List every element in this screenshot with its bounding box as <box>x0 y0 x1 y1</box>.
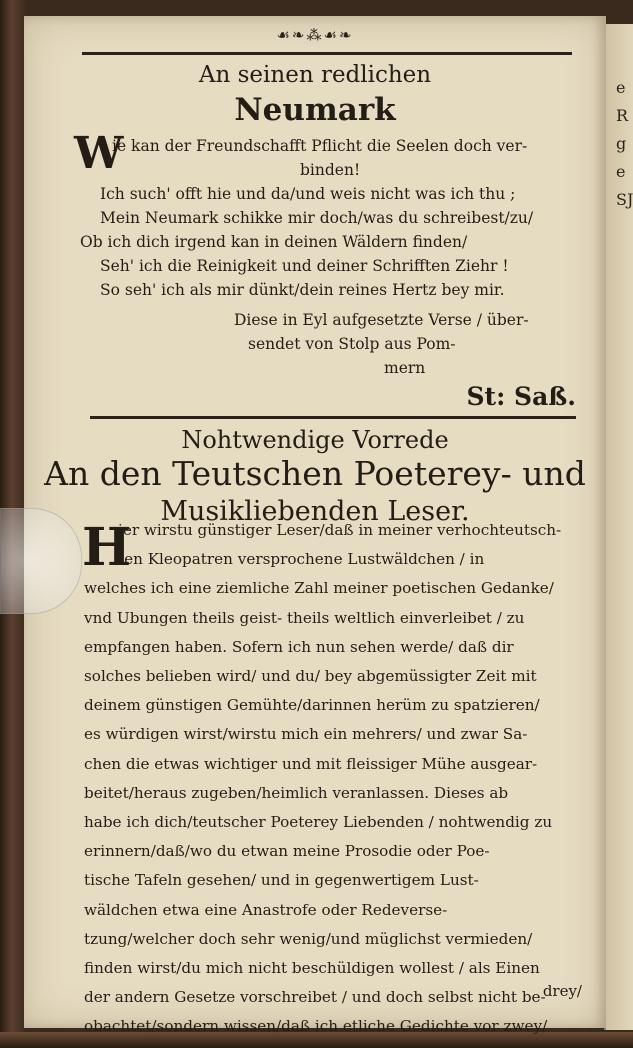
note-line: sendet von Stolp aus Pom- <box>248 335 456 353</box>
poem-line: binden! <box>300 161 361 179</box>
dedication-poem <box>80 134 600 302</box>
preface-title-line2: An den Teutschen Poeterey- und <box>44 454 586 493</box>
body-line: vnd Ubungen theils geist- theils weltlich einverleibet / zu <box>84 608 525 627</box>
poem-line: ie kan der Freundschafft Pflicht die Seelen doch ver- <box>112 137 528 155</box>
body-line: finden wirst/du mich nicht beschüldigen wollest / als Einen <box>84 959 540 978</box>
body-line: obachtet/sondern wissen/daß ich etliche Gedichte vor zwey/ <box>84 1017 548 1036</box>
book-page <box>24 16 606 1036</box>
body-line: beitet/heraus zugeben/heimlich veranlassen. Dieses ab <box>84 783 509 802</box>
body-line: empfangen haben. Sofern ich nun sehen werde/ daß dir <box>84 637 514 656</box>
poem-line: Ob ich dich irgend kan in deinen Wäldern finden/ <box>80 233 468 251</box>
section-rule <box>90 416 576 419</box>
preface-title-line3: Musikliebenden Leser. <box>160 496 470 527</box>
body-line: ier wirstu günstiger Leser/daß in meiner verhochteutsch- <box>118 521 562 539</box>
body-line: erinnern/daß/wo du etwan meine Prosodie oder Poe- <box>84 842 490 861</box>
body-line: tzung/welcher doch sehr wenig/und müglichst vermieden/ <box>84 929 533 948</box>
note-line: mern <box>384 359 426 377</box>
preface-dropcap: H <box>82 517 132 578</box>
poem-line: So seh' ich als mir dünkt/dein reines Hertz bey mir. <box>100 281 505 299</box>
dedication-note <box>234 308 589 380</box>
dedication-signature: St: Saß. <box>466 382 576 411</box>
body-line: der andern Gesetze vorschreibet / und doch selbst nicht be- <box>84 988 546 1007</box>
body-line: habe ich dich/teutscher Poeterey Liebenden / nohtwendig zu <box>84 813 553 832</box>
dedication-heading-name: Neumark <box>234 92 396 128</box>
catchword: drey/ <box>542 982 582 1000</box>
body-line: es würdigen wirst/wirstu mich ein mehrers/ und zwar Sa- <box>84 725 528 744</box>
body-line: wäldchen etwa eine Anastrofe oder Redeverse- <box>84 900 448 919</box>
preface-body <box>84 516 604 1042</box>
dedication-heading-line1: An seinen redlichen <box>198 62 432 88</box>
header-ornament: ☙❧⁂☙❧ <box>276 26 354 44</box>
next-page-edge-letters: eRgeSJ <box>616 78 633 209</box>
body-line: welches ich eine ziemliche Zahl meiner poetischen Gedanke/ <box>84 579 554 598</box>
poem-line: Ich such' offt hie und da/und weis nicht was ich thu ; <box>100 185 516 203</box>
body-line: ten Kleopatren versprochene Lustwäldchen / in <box>118 550 485 569</box>
top-rule <box>82 52 572 55</box>
dedication-dropcap: W <box>74 128 124 179</box>
body-line: solches belieben wird/ und du/ bey abgemüssigter Zeit mit <box>84 667 537 686</box>
body-line: tische Tafeln gesehen/ und in gegenwertigem Lust- <box>84 871 479 890</box>
body-line: chen die etwas wichtiger und mit fleissiger Mühe ausgear- <box>84 754 538 773</box>
preface-title-line1: Nohtwendige Vorrede <box>181 426 449 454</box>
next-page-edge <box>604 24 633 1030</box>
poem-line: Mein Neumark schikke mir doch/was du schreibest/zu/ <box>100 209 534 227</box>
body-line: deinem günstigen Gemühte/darinnen herüm zu spatzieren/ <box>84 696 540 715</box>
note-line: Diese in Eyl aufgesetzte Verse / über- <box>234 311 529 329</box>
poem-line: Seh' ich die Reinigkeit und deiner Schrifften Ziehr ! <box>100 257 509 275</box>
